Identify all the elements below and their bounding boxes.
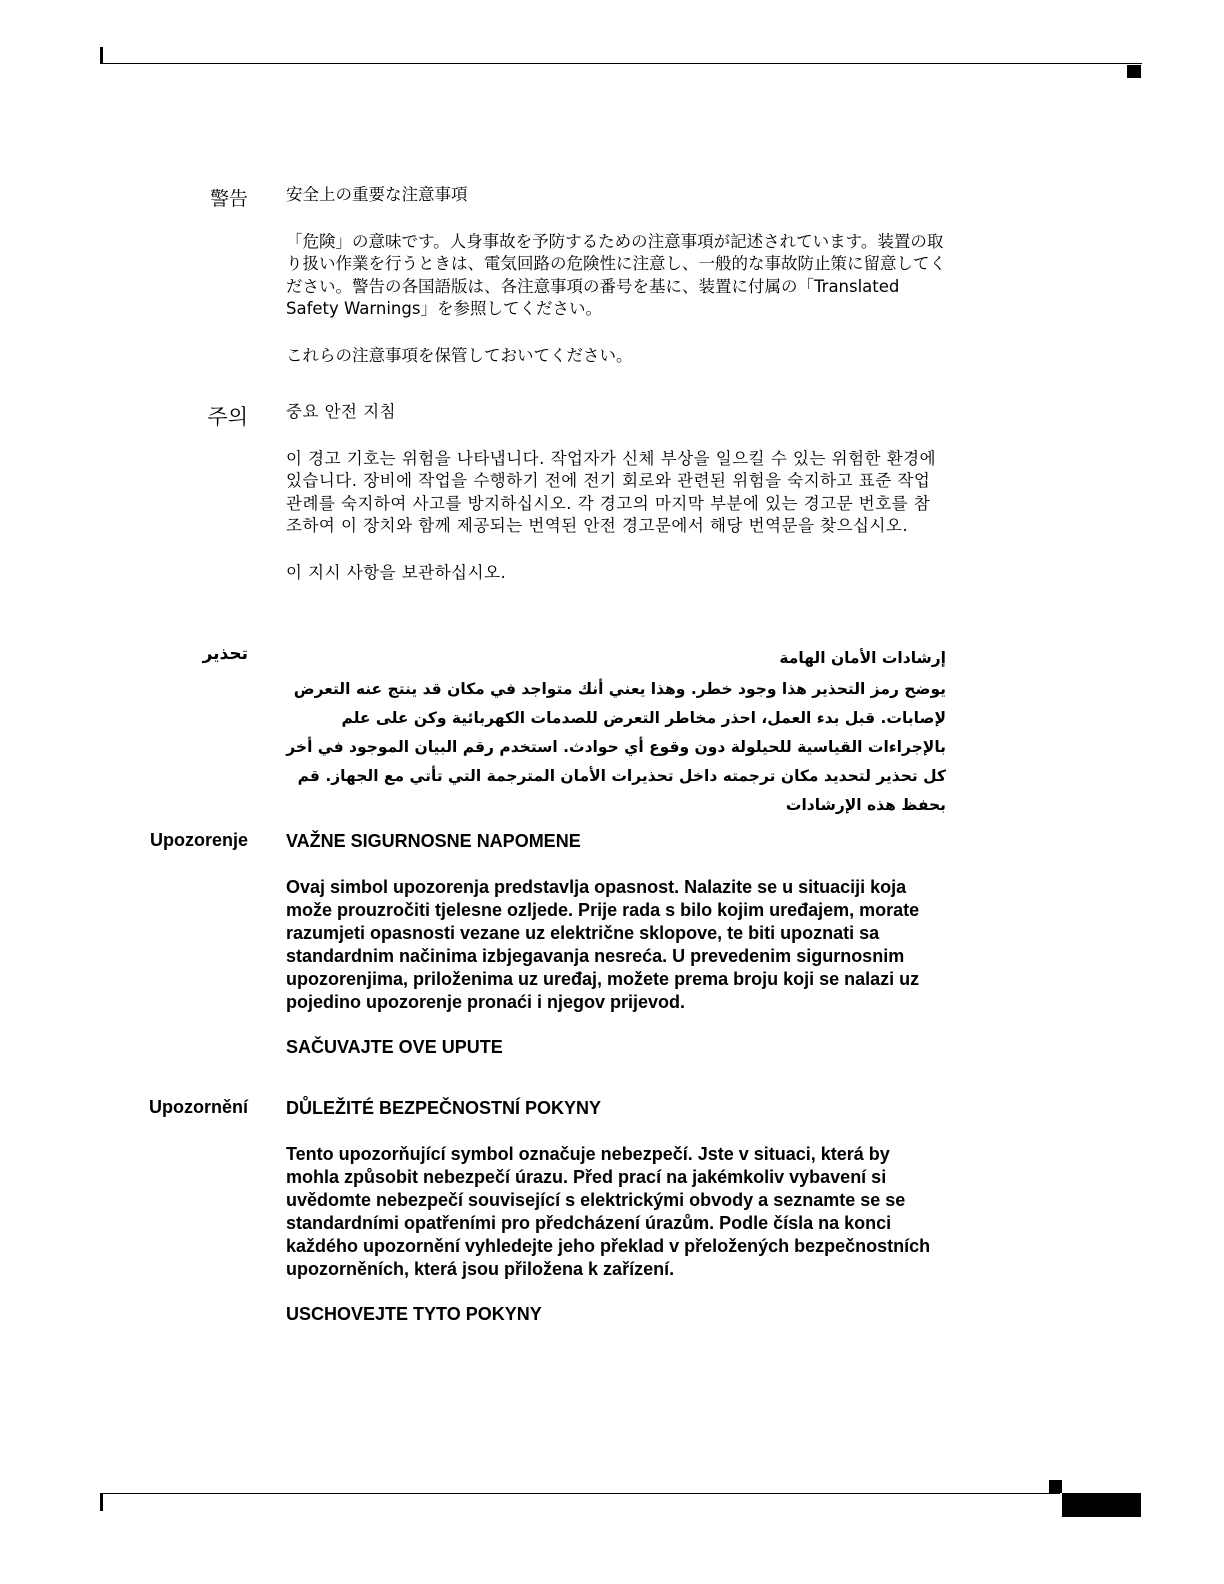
warning-content — [286, 1097, 946, 1326]
footer-page-tab — [1062, 1493, 1141, 1517]
warning-label: 주의 — [207, 405, 248, 429]
warning-closing: SAČUVAJTE OVE UPUTE — [286, 1037, 503, 1057]
warning-title: DŮLEŽITÉ BEZPEČNOSTNÍ POKYNY — [286, 1098, 602, 1118]
footer-corner-mark — [1049, 1480, 1062, 1493]
warning-body: Tento upozorňující symbol označuje nebezpečí. Jste v situaci, která by mohla způsobit nebezpečí úrazu. Před prací na jakémkoliv vybavení si uvědomte nebezpečí související s elektrickými obvody a seznamte se se standardními opatřeními pro předcházení úrazům. Podle čísla na konci každého upozornění vyhledejte jeho překlad v přeložených bezpečnostních upozorněních, která jsou přiložena k zařízení. — [286, 1144, 931, 1279]
warning-title: إرشادات الأمان الهامة — [779, 649, 946, 667]
warning-title: 중요 안전 지침 — [286, 402, 397, 421]
warning-closing: 이 지시 사항을 보관하십시오. — [286, 562, 507, 582]
header-rule — [100, 63, 1142, 64]
footer-rule — [100, 1493, 1060, 1494]
warning-closing: USCHOVEJTE TYTO POKYNY — [286, 1304, 542, 1324]
warning-body: Ovaj simbol upozorenja predstavlja opasnost. Nalazite se u situaciji koja može prouzročiti tjelesne ozljede. Prije rada s bilo kojim uređajem, morate razumjeti opasnosti vezane uz električne sklopove, te biti upoznati sa standardnim načinima izbjegavanja nesreća. U prevedenim sigurnosnim upozorenjima, priloženima uz uređaj, možete prema broju koji se nalazi uz pojedino upozorenje pronaći i njegov prijevod. — [286, 877, 920, 1012]
warning-content — [286, 644, 946, 820]
footer-left-tick — [100, 1494, 103, 1511]
warning-title: VAŽNE SIGURNOSNE NAPOMENE — [286, 831, 581, 851]
warning-title: 安全上の重要な注意事項 — [286, 185, 468, 204]
warning-label: 警告 — [209, 188, 248, 210]
warning-label: Upozorenje — [149, 830, 248, 850]
warning-label: تحذير — [202, 644, 248, 664]
warning-body: 「危険」の意味です。人身事故を予防するための注意事項が記述されています。装置の取り扱い作業を行うときは、電気回路の危険性に注意し、一般的な事故防止策に留意してください。警告の各国語版は、各注意事項の番号を基に、装置に付属の「Translated Safety Warnings」を参照してください。 — [286, 231, 946, 318]
warning-content — [286, 401, 946, 584]
warning-body: يوضح رمز التحذير هذا وجود خطر. وهذا يعني أنك متواجد في مكان قد ينتج عنه التعرض لإصابات. قبل بدء العمل، احذر مخاطر التعرض للصدمات الكهربائية وكن على علم بالإجراءات القياسية للحيلولة دون وقوع أي حوادث. استخدم رقم البيان الموجود في أخر كل تحذير لتحديد مكان ترجمته داخل تحذيرات الأمان المترجمة التي تأتي مع الجهاز. قم بحفظ هذه الإرشادات — [286, 680, 946, 814]
warning-content — [286, 184, 946, 367]
warning-label: Upozornění — [149, 1097, 248, 1117]
warning-closing: これらの注意事項を保管しておいてください。 — [286, 345, 633, 365]
header-corner-mark — [1127, 65, 1141, 78]
warning-body: 이 경고 기호는 위험을 나타냅니다. 작업자가 신체 부상을 일으킬 수 있는 위험한 환경에 있습니다. 장비에 작업을 수행하기 전에 전기 회로와 관련된 위험을 숙지하고 표준 작업 관례를 숙지하여 사고를 방지하십시오. 각 경고의 마지막 부분에 있는 경고문 번호를 참조하여 이 장치와 함께 제공되는 번역된 안전 경고문에서 해당 번역문을 찾으십시오. — [286, 448, 937, 535]
header-left-tick — [100, 47, 103, 64]
warning-content — [286, 830, 946, 1059]
